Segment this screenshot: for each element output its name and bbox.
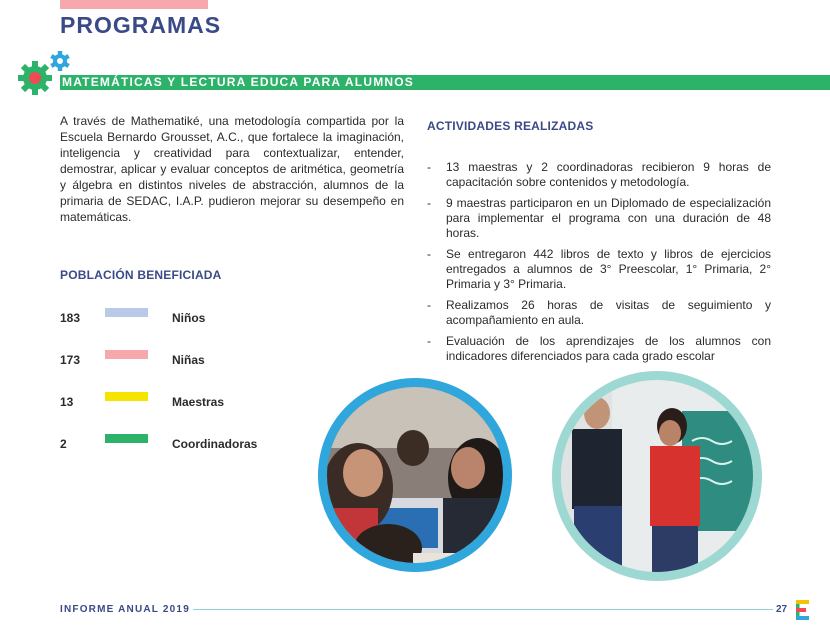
classroom-photo (318, 378, 512, 572)
actividades-heading: ACTIVIDADES REALIZADAS (427, 119, 594, 133)
list-item (427, 160, 771, 190)
poblacion-heading: POBLACIÓN BENEFICIADA (60, 268, 222, 282)
bullet-dash: - (427, 196, 431, 210)
list-item (427, 334, 771, 364)
list-item (427, 247, 771, 292)
poblacion-swatch (105, 350, 148, 359)
page-number: 27 (776, 604, 788, 615)
list-item-text: Se entregaron 442 libros de texto y libros de ejercicios entregados a alumnos de 3° Preescolar, 1° Primaria, 2° Primaria y 3° Primaria. (446, 247, 771, 291)
intro-paragraph: A través de Mathematiké, una metodología compartida por la Escuela Bernardo Grousset, A.C., que fortalece la imaginación, inteligencia y creatividad para contextualizar, entender, demostrar, aplicar y evaluar conceptos de aritmética, geometría y álgebra en distintos niveles de abstracción, alumnos de la primaria de SEDAC, I.A.P. pudieron mejorar su desempeño en matemáticas. (60, 114, 404, 224)
poblacion-label: Maestras (172, 395, 225, 409)
poblacion-row (60, 353, 360, 369)
poblacion-label: Coordinadoras (172, 437, 258, 451)
page-title: PROGRAMAS (60, 12, 222, 38)
list-item-text: Realizamos 26 horas de visitas de seguimiento y acompañamiento en aula. (446, 298, 771, 327)
poblacion-row (60, 437, 360, 453)
poblacion-label: Niñas (172, 353, 205, 367)
logo-e-icon (796, 600, 810, 620)
teacher-board-photo (552, 371, 762, 581)
bullet-dash: - (427, 247, 431, 261)
list-item-text: Evaluación de los aprendizajes de los alumnos con indicadores diferenciados para cada grado escolar (446, 334, 771, 363)
poblacion-swatch (105, 434, 148, 443)
list-item-text: 13 maestras y 2 coordinadoras recibieron 9 horas de capacitación sobre contenidos y metodología. (446, 160, 771, 189)
header-accent-bar (60, 0, 208, 9)
bullet-dash: - (427, 160, 431, 174)
gears-icon (18, 50, 74, 98)
actividades-list (427, 160, 771, 370)
list-item (427, 196, 771, 241)
poblacion-value: 2 (60, 437, 67, 451)
poblacion-swatch (105, 308, 148, 317)
section-title: MATEMÁTICAS Y LECTURA EDUCA PARA ALUMNOS (62, 75, 414, 89)
poblacion-row (60, 311, 360, 327)
poblacion-swatch (105, 392, 148, 401)
list-item-text: 9 maestras participaron en un Diplomado de especialización para implementar el programa con una duración de 48 horas. (446, 196, 771, 240)
poblacion-value: 173 (60, 353, 81, 367)
poblacion-value: 13 (60, 395, 74, 409)
poblacion-label: Niños (172, 311, 206, 325)
list-item (427, 298, 771, 328)
poblacion-value: 183 (60, 311, 81, 325)
poblacion-row (60, 395, 360, 411)
bullet-dash: - (427, 334, 431, 348)
section-banner (60, 75, 830, 90)
bullet-dash: - (427, 298, 431, 312)
footer-report-title: INFORME ANUAL 2019 (60, 604, 190, 615)
footer-divider (193, 609, 773, 610)
